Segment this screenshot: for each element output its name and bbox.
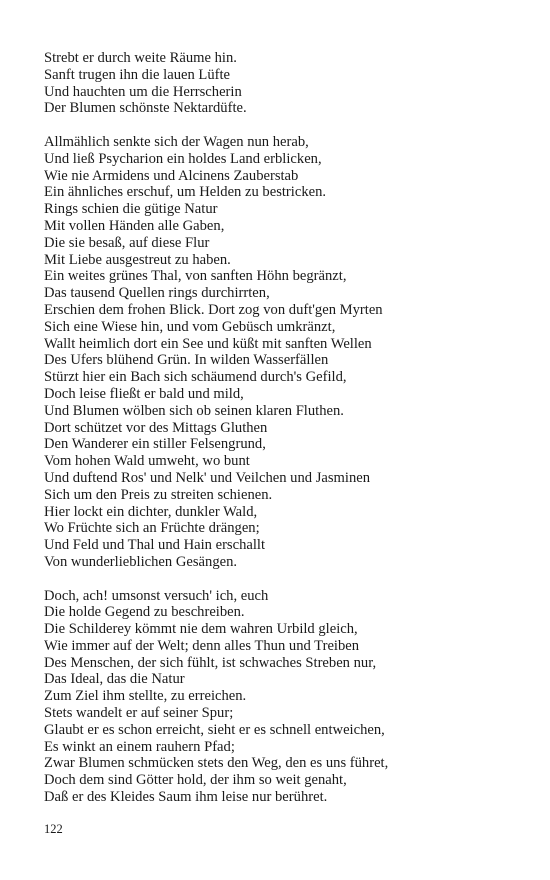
verse-line: Stets wandelt er auf seiner Spur; bbox=[44, 705, 234, 722]
page-number: 122 bbox=[44, 822, 63, 836]
verse-line: Des Ufers blühend Grün. In wilden Wasserfällen bbox=[44, 352, 329, 369]
verse-line: Mit vollen Händen alle Gaben, bbox=[44, 217, 225, 234]
verse-line: Von wunderlieblichen Gesängen. bbox=[44, 553, 238, 570]
stanza bbox=[44, 50, 534, 117]
verse-line: Das Ideal, das die Natur bbox=[44, 671, 185, 688]
verse-line: Wo Früchte sich an Früchte drängen; bbox=[44, 520, 260, 537]
verse-line: Wie nie Armidens und Alcinens Zauberstab bbox=[44, 167, 299, 184]
verse-line: Dort schützet vor des Mittags Gluthen bbox=[44, 419, 268, 436]
verse-line: Die Schilderey kömmt nie dem wahren Urbild gleich, bbox=[44, 621, 358, 638]
stanza bbox=[44, 134, 534, 571]
stanza bbox=[44, 588, 534, 806]
verse-line: Der Blumen schönste Nektardüfte. bbox=[44, 100, 247, 117]
verse-line: Allmählich senkte sich der Wagen nun herab, bbox=[44, 133, 309, 150]
verse-line: Ein weites grünes Thal, von sanften Höhn begränzt, bbox=[44, 268, 347, 285]
verse-line: Daß er des Kleides Saum ihm leise nur berühret. bbox=[44, 789, 328, 806]
verse-line: Sich eine Wiese hin, und vom Gebüsch umkränzt, bbox=[44, 318, 336, 335]
verse-line: Strebt er durch weite Räume hin. bbox=[44, 50, 237, 66]
verse-line: Und ließ Psycharion ein holdes Land erblicken, bbox=[44, 150, 322, 167]
verse-line: Erschien dem frohen Blick. Dort zog von duft'gen Myrten bbox=[44, 301, 383, 318]
poem-text bbox=[44, 50, 534, 823]
verse-line: Doch leise fließt er bald und mild, bbox=[44, 385, 244, 402]
verse-line: Zwar Blumen schmücken stets den Weg, den es uns führet, bbox=[44, 755, 389, 772]
verse-line: Die holde Gegend zu beschreiben. bbox=[44, 604, 245, 621]
verse-line: Glaubt er es schon erreicht, sieht er es schnell entweichen, bbox=[44, 721, 385, 738]
verse-line: Und hauchten um die Herrscherin bbox=[44, 83, 242, 100]
verse-line: Vom hohen Wald umweht, wo bunt bbox=[44, 453, 250, 470]
verse-line: Rings schien die gütige Natur bbox=[44, 201, 218, 218]
verse-line: Sanft trugen ihn die lauen Lüfte bbox=[44, 66, 231, 83]
verse-line: Es winkt an einem rauhern Pfad; bbox=[44, 738, 235, 755]
verse-line: Doch, ach! umsonst versuch' ich, euch bbox=[44, 587, 269, 604]
verse-line: Wallt heimlich dort ein See und küßt mit sanften Wellen bbox=[44, 335, 372, 352]
verse-line: Hier lockt ein dichter, dunkler Wald, bbox=[44, 503, 258, 520]
verse-line: Den Wanderer ein stiller Felsengrund, bbox=[44, 436, 266, 453]
verse-line: Ein ähnliches erschuf, um Helden zu bestricken. bbox=[44, 184, 327, 201]
verse-line: Sich um den Preis zu streiten schienen. bbox=[44, 486, 273, 503]
verse-line: Des Menschen, der sich fühlt, ist schwaches Streben nur, bbox=[44, 654, 377, 671]
verse-line: Und Blumen wölben sich ob seinen klaren Fluthen. bbox=[44, 402, 344, 419]
verse-line: Die sie besaß, auf diese Flur bbox=[44, 234, 210, 251]
verse-line: Zum Ziel ihm stellte, zu erreichen. bbox=[44, 688, 247, 705]
verse-line: Stürzt hier ein Bach sich schäumend durch's Gefild, bbox=[44, 369, 347, 386]
verse-line: Und Feld und Thal und Hain erschallt bbox=[44, 537, 266, 554]
verse-line: Das tausend Quellen rings durchirrten, bbox=[44, 285, 270, 302]
verse-line: Und duftend Ros' und Nelk' und Veilchen und Jasminen bbox=[44, 469, 371, 486]
verse-line: Wie immer auf der Welt; denn alles Thun und Treiben bbox=[44, 637, 360, 654]
verse-line: Doch dem sind Götter hold, der ihm so weit genaht, bbox=[44, 772, 347, 789]
verse-line: Mit Liebe ausgestreut zu haben. bbox=[44, 251, 231, 268]
